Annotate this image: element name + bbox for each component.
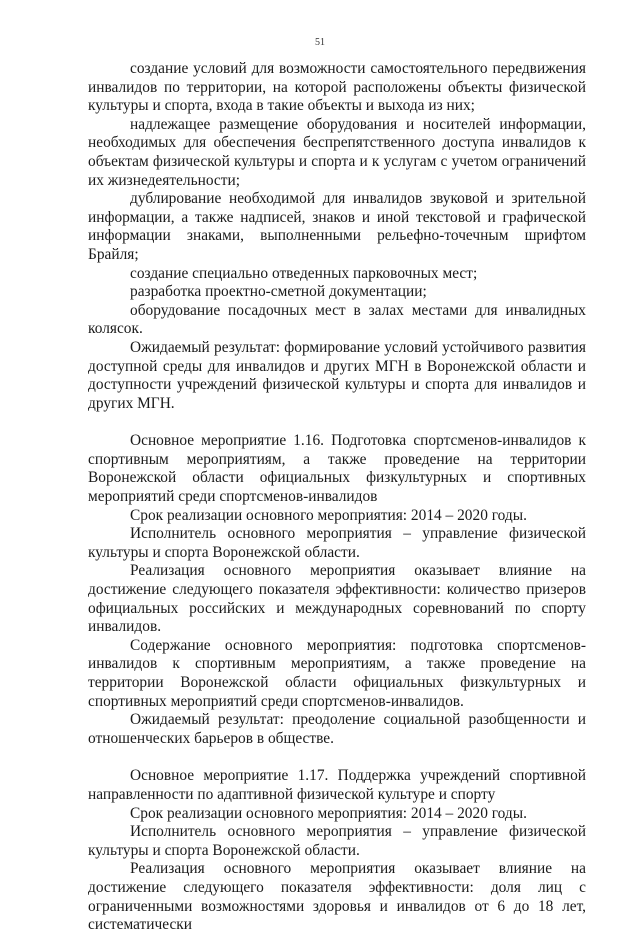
page-number: 51: [315, 37, 325, 48]
paragraph: Реализация основного мероприятия оказывает влияние на достижение следующего показателя эффективности: доля лиц с ограниченными возможностями здоровья и инвалидов от 6 до 18 лет, систематически: [88, 860, 586, 934]
paragraph: разработка проектно-сметной документации;: [130, 283, 427, 301]
paragraph: создание условий для возможности самостоятельного передвижения инвалидов по территории, на которой расположены объекты физической культуры и спорта, входа в такие объекты и выхода из них;: [88, 60, 586, 115]
paragraph: дублирование необходимой для инвалидов звуковой и зрительной информации, а также надписей, знаков и иной текстовой и графической информации знаками, выполненными рельефно-точечным шрифтом Брайля;: [88, 190, 586, 263]
section-heading: Основное мероприятие 1.17. Поддержка учреждений спортивной направленности по адаптивной физической культуре и спорту: [88, 767, 586, 803]
paragraph: надлежащее размещение оборудования и носителей информации, необходимых для обеспечения беспрепятственного доступа инвалидов к объектам физической культуры и спорта и к услугам с учетом ограничений их жизнедеятельности;: [88, 115, 586, 189]
paragraph: Исполнитель основного мероприятия – управление физической культуры и спорта Воронежской области.: [88, 823, 586, 859]
document-body: [88, 60, 586, 935]
paragraph: Ожидаемый результат: преодоление социальной разобщенности и отношенческих барьеров в обществе.: [88, 711, 586, 747]
paragraph: Содержание основного мероприятия: подготовка спортсменов-инвалидов к спортивным мероприятиям, а также проведение на территории Воронежской области официальных физкультурных и спортивных мероприятий среди спортсменов-инвалидов.: [88, 636, 586, 710]
paragraph: Срок реализации основного мероприятия: 2014 – 2020 годы.: [130, 506, 527, 524]
paragraph: оборудование посадочных мест в залах местами для инвалидных колясок.: [88, 301, 586, 338]
paragraph: Ожидаемый результат: формирование условий устойчивого развития доступной среды для инвалидов и других МГН в Воронежской области и доступности учреждений физической культуры и спорта для инвалидов и других МГН.: [88, 338, 586, 412]
section-heading: Основное мероприятие 1.16. Подготовка спортсменов-инвалидов к спортивным мероприятиям, а также проведение на территории Воронежской области официальных физкультурных и спортивных мероприятий среди спортсменов-инвалидов: [88, 432, 586, 506]
paragraph: Реализация основного мероприятия оказывает влияние на достижение следующего показателя эффективности: количество призеров официальных российских и международных соревнований по спорту инвалидов.: [88, 562, 586, 636]
paragraph: Срок реализации основного мероприятия: 2014 – 2020 годы.: [130, 804, 527, 822]
paragraph: создание специально отведенных парковочных мест;: [130, 264, 478, 282]
paragraph: Исполнитель основного мероприятия – управление физической культуры и спорта Воронежской области.: [88, 525, 586, 561]
